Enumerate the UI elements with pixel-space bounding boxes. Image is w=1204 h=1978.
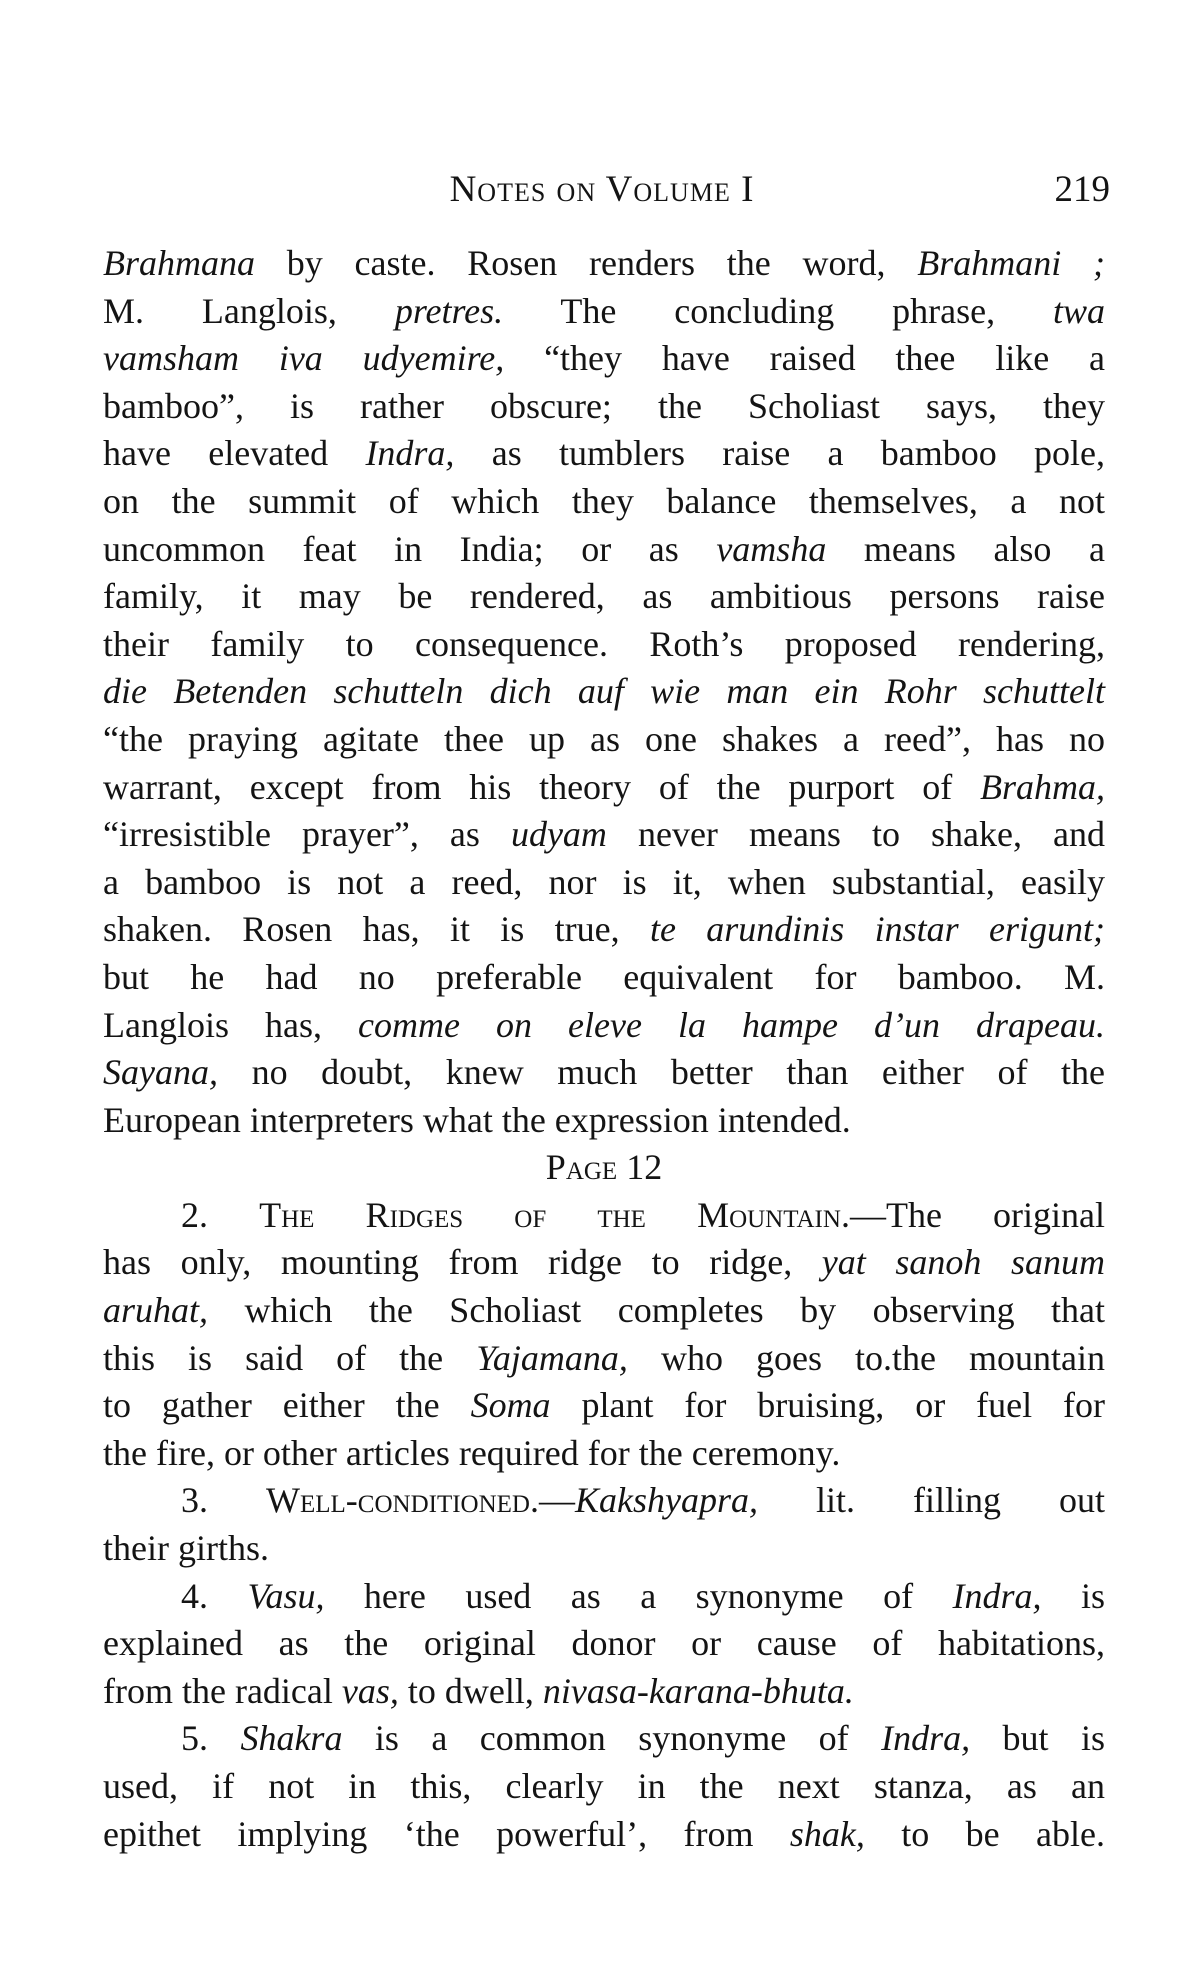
text-line [103,1287,1105,1335]
text-segment: which the Scholiast completes by observing that [208,1290,1105,1331]
text-line [103,1763,1105,1811]
italic-term: Brahma, [980,766,1105,807]
italic-term: yat sanoh sanum [821,1242,1105,1283]
text-segment: Page 12 [545,1147,663,1188]
text-segment: is a common synonyme of [342,1718,882,1759]
text-line [103,335,1105,383]
italic-term: shak, [789,1813,865,1854]
text-line [103,526,1105,574]
italic-term: Indra, [881,1718,971,1759]
italic-term: twa [1053,290,1106,331]
text-segment: bamboo”, is rather obscure; the Scholiast says, they [103,385,1105,426]
text-line [103,621,1105,669]
text-segment: — [538,1480,575,1521]
text-segment: their girths. [103,1528,269,1569]
italic-term: Yajamana, [476,1337,628,1378]
text-line [103,1811,1105,1859]
text-segment: but he had no preferable equivalent for bamboo. M. [103,956,1105,997]
text-line [103,1049,1105,1097]
italic-term: die Betenden schutteln dich auf wie man ein Rohr schuttelt [103,671,1105,712]
text-line [103,1573,1105,1621]
text-segment: —The original [849,1194,1106,1235]
text-segment: as tumblers raise a bamboo pole, [454,433,1105,474]
italic-term: vamsha [716,528,827,569]
text-line [103,1382,1105,1430]
text-line [103,859,1105,907]
text-segment: plant for bruising, or fuel for [550,1385,1105,1426]
text-segment: uncommon feat in India; or as [103,528,717,569]
italic-term: Brahmana [103,243,255,283]
text-line [103,1239,1105,1287]
italic-term: aruhat, [103,1290,209,1331]
text-segment: from the radical [103,1670,342,1711]
text-segment: used, if not in this, clearly in the next stanza, as an [103,1766,1105,1806]
text-line [103,1525,1105,1573]
text-line [103,1192,1105,1240]
text-segment: 2. [181,1194,260,1235]
note-heading: Well-conditioned. [266,1480,539,1521]
text-line [103,716,1105,764]
text-segment: the fire, or other articles required for the ceremony. [103,1432,841,1473]
text-line [103,383,1105,431]
italic-term: udyam [510,814,607,855]
running-title: Notes on Volume I [449,169,755,210]
note-heading: The Ridges of the Mountain. [259,1194,850,1235]
text-segment: “the praying agitate thee up as one shakes a reed”, has no [103,718,1105,759]
text-segment: family, it may be rendered, as ambitious persons raise [103,576,1105,617]
text-segment: never means to shake, and [606,814,1105,855]
text-segment: 3. [181,1480,266,1521]
text-line [103,288,1105,336]
text-line [103,430,1105,478]
italic-term: vamsham iva udyemire, [103,338,505,379]
text-segment: is [1041,1575,1105,1616]
text-segment: The concluding phrase, [503,290,1053,331]
text-line [103,954,1105,1002]
text-line [103,573,1105,621]
text-segment: here used as a synonyme of [324,1575,953,1616]
italic-term: Kakshyapra, [574,1480,758,1521]
text-line [103,1668,1105,1716]
text-segment: to gather either the [103,1385,471,1426]
text-line [103,668,1105,716]
italic-term: Indra, [365,433,455,474]
text-segment: means also a [826,528,1105,569]
text-segment: but is [970,1718,1106,1759]
text-segment: Langlois has, [103,1004,359,1045]
italic-term: te arundinis instar erigunt; [649,909,1105,950]
text-segment: a bamboo is not a reed, nor is it, when substantial, easily [103,861,1105,902]
text-segment: who goes to.the mountain [627,1337,1106,1378]
text-line [103,478,1105,526]
text-segment: by caste. Rosen renders the word, [255,243,918,283]
text-line [103,1477,1105,1525]
running-head [0,168,1204,218]
section-heading [103,1144,1105,1192]
text-line [103,1002,1105,1050]
text-segment: M. Langlois, [103,290,395,331]
text-segment: epithet implying ‘the powerful’, from [103,1813,790,1854]
italic-term: pretres. [394,290,504,331]
text-segment: have elevated [103,433,366,474]
text-line [103,811,1105,859]
italic-term: vas, [341,1670,399,1711]
italic-term: Sayana, [103,1052,218,1093]
italic-term: Soma [470,1385,551,1426]
text-segment: 5. [181,1718,241,1759]
text-line [103,1715,1105,1763]
text-segment: on the summit of which they balance themselves, a not [103,480,1105,521]
text-segment: shaken. Rosen has, it is true, [103,909,650,950]
text-segment: no doubt, knew much better than either of the [217,1052,1105,1093]
italic-term: Indra, [952,1575,1042,1616]
text-line [103,240,1105,288]
text-line [103,906,1105,954]
text-segment: European interpreters what the expression intended. [103,1099,851,1140]
text-segment: to dwell, [398,1670,543,1711]
text-segment: lit. filling out [757,1480,1105,1521]
text-segment: “they have raised thee like a [504,338,1105,379]
italic-term: nivasa-karana-bhuta. [542,1670,854,1711]
text-segment: this is said of the [103,1337,477,1378]
italic-term: Vasu, [247,1575,325,1616]
italic-term: comme on eleve la hampe d’un drapeau. [358,1004,1105,1045]
italic-term: Shakra [240,1718,343,1759]
text-line [103,1335,1105,1383]
italic-term: Brahmani ; [917,243,1105,283]
text-segment: their family to consequence. Roth’s proposed rendering, [103,623,1105,664]
text-segment: warrant, except from his theory of the purport of [103,766,980,807]
body-text [103,240,1105,1858]
text-segment: “irresistible prayer”, as [103,814,511,855]
text-segment: has only, mounting from ridge to ridge, [103,1242,822,1283]
text-line [103,1097,1105,1145]
text-line [103,764,1105,812]
text-segment: 4. [181,1575,248,1616]
text-line [103,1620,1105,1668]
page-number: 219 [1054,169,1110,210]
text-segment: explained as the original donor or cause of habitations, [103,1623,1105,1664]
text-line [103,1430,1105,1478]
text-segment: to be able. [864,1813,1105,1854]
